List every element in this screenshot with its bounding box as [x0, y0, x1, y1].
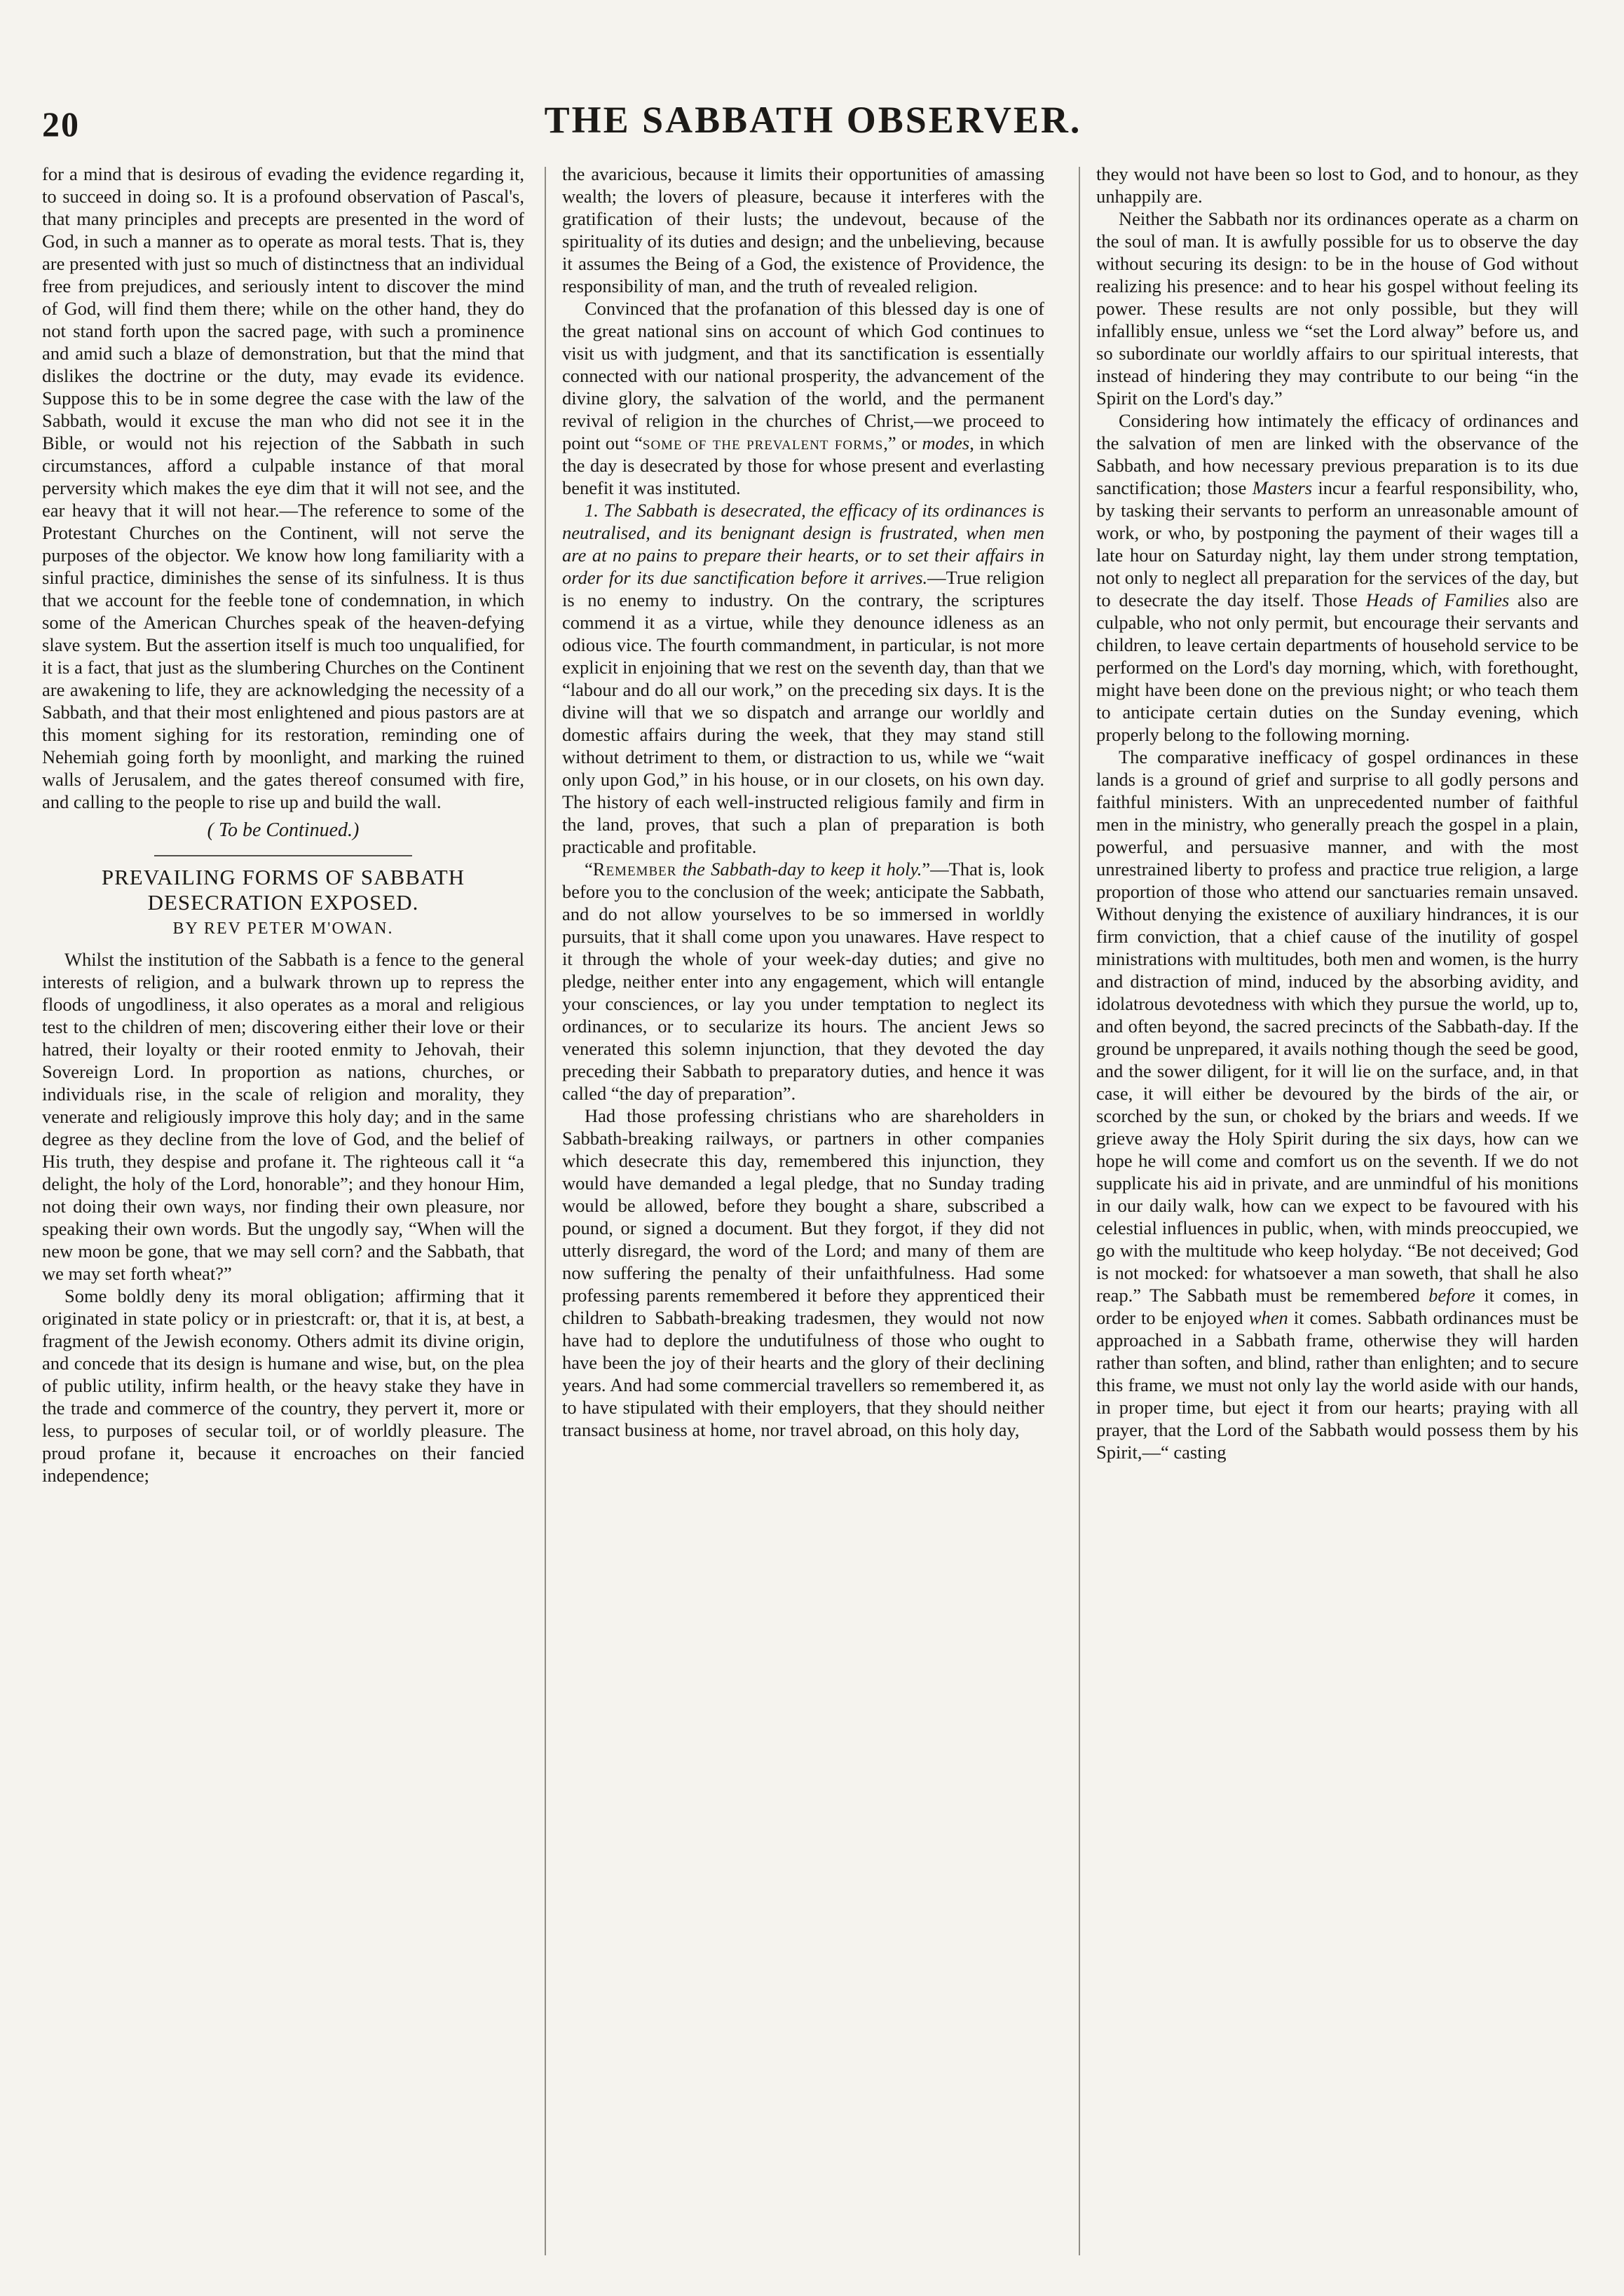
- text-run: —True religion is no enemy to industry. On the contrary, the scriptures commend it as a virtue, while they denounce idleness as an odious vice. The fourth commandment, in particular, is not more explicit in enjoining that we rest on the seventh day, than that we “labour and do all our work,” on the preceding six days. It is the divine will that we so dispatch and arrange our worldly and domestic affairs during the week, that they may stand still without detriment to them, or distraction to us, while we “wait only upon God,” in his house, or in our closets, on his own day. The history of each well-instructed religious family and firm in the land, proves, that such a plan of preparation is both practicable and profitable.: [562, 567, 1044, 857]
- paragraph: [562, 297, 1044, 499]
- italic-run: Heads of Families: [1365, 589, 1510, 610]
- continued-note: ( To be Continued.): [207, 819, 360, 841]
- text-run: Considering how intimately the efficacy of ordinances and the salvation of men are linked with the observance of the Sabbath, and how necessary previous preparation is to its due sanctification; those: [1096, 410, 1578, 498]
- running-title: THE SABBATH OBSERVER.: [544, 99, 1082, 141]
- paragraph: [562, 499, 1044, 858]
- column-rule: [1079, 167, 1080, 2255]
- text-columns: [42, 163, 1581, 2265]
- page-number: 20: [42, 104, 80, 144]
- text-run: The comparative inefficacy of gospel ordinances in these lands is a ground of grief and surprise to all godly persons and faithful ministers. With an unprecedented number of faithful men in the ministry, who generally preach the gospel in a plain, powerful, and persuasive manner, and with the most unrestrained liberty to profess and practice true religion, a large proportion of those who attend our sanctuaries remain unsaved. Without denying the existence of auxiliary hindrances, it is our firm conviction, that a chief cause of the inutility of gospel ministrations with multitudes, both men and women, is the hurry and distraction of mind, induced by the absorbing avidity, and idolatrous devotedness with which they pursue the world, up to, and often beyond, the sacred precincts of the Sabbath-day. If the ground be unprepared, it avails nothing though the seed be good, and the sower diligent, for it will lie on the surface, and, in that case, it will either be devoured by the birds of the air, or scorched by the sun, or choked by the briars and weeds. If we grieve away the Holy Spirit during the six days, how can we hope he will come and comfort us on the seventh. If we do not supplicate his aid in private, and are unmindful of his monitions in our daily walk, how can we expect to be favoured with his celestial influences in public, when, with minds preoccupied, we go with the multitude who keep holyday. “Be not deceived; God is not mocked: for whatsoever a man soweth, that shall he also reap.” The Sabbath must be remembered: [1096, 746, 1578, 1306]
- paragraph: they would not have been so lost to God, and to honour, as they unhappily are.: [1096, 163, 1578, 207]
- text-run: ”—That is, look before you to the conclusion of the week; anticipate the Sabbath, and do not allow yourselves to be so immersed in worldly pursuits, that it shall come upon you unawares. Have respect to it through the whole of your week-day duties; and give no pledge, neither enter into any engagement, which will entangle your consciences, or lay you under temptation to neglect its ordinances, or to secularize its hours. The ancient Jews so venerated this solemn injunction, that they devoted the day preceding their Sabbath to preparatory duties, and hence it was called “the day of preparation”.: [562, 859, 1044, 1104]
- section-divider: [154, 855, 412, 856]
- text-run: ,” or: [883, 432, 922, 453]
- text-run: incur a fearful responsibility, who, by tasking their servants to perform an unreasonable amount of work, or who, by postponing the payment of their wages till a late hour on Saturday night, lay them under strong temptation, not only to neglect all preparation for the services of the day, but to desecrate the day itself. Those: [1096, 477, 1578, 610]
- paragraph: for a mind that is desirous of evading the evidence regarding it, to succeed in doing so. It is a profound observation of Pascal's, that many principles and precepts are presented in the word of God, in such a manner as to operate as moral tests. That is, they are presented with just so much of distinctness that an individual free from prejudices, and seriously intent to discover the mind of God, will find them there; while on the other hand, they do not stand forth upon the sacred page, with such a prominence and amid such a blaze of demonstration, but that the mind that dislikes the doctrine or the duty, may evade its evidence. Suppose this to be in some degree the case with the law of the Sabbath, would it excuse the man who did not see it in the Bible, or would not his rejection of the Sabbath in such circumstances, afford a culpable instance of that moral perversity which makes the eye dim that it will not see, and the ear heavy that it will not hear.—The reference to some of the Protestant Churches on the Continent, will not serve the purposes of the objector. We know how long familiarity with a sinful practice, diminishes the sense of its sinfulness. It is thus that we account for the feeble tone of condemnation, in which some of the American Churches speak of the heaven-defying slave system. But the assertion itself is much too unqualified, for it is a fact, that just as the slumbering Churches on the Continent are awakening to life, they are acknowledging the necessity of a Sabbath, and that their most enlightened and pious pastors are at this moment sighing for its restoration, reminding one of Nehemiah going forth by moonlight, and marking the ruined walls of Jerusalem, and the gates thereof consumed with fire, and calling to the people to rise up and build the wall.: [42, 163, 524, 812]
- paragraph: Had those professing christians who are shareholders in Sabbath-breaking railways, or partners in other companies which desecrate this day, remembered this injunction, they would have demanded a legal pledge, that no Sunday trading would be allowed, before they bought a share, subscribed a pound, or signed a document. But they forgot, if they did not utterly disregard, the word of the Lord; and many of them are now suffering the penalty of their unfaithfulness. Had some professing parents remembered it before they apprenticed their children to Sabbath-breaking tradesmen, they would not now have had to deplore the undutifulness of those who ought to have been the joy of their hearts and the glory of their declining years. And had some commercial travellers so remembered it, as to have stipulated with their employers, that they should neither transact business at home, nor travel abroad, on this holy day,: [562, 1105, 1044, 1440]
- text-run: it comes, in order to be enjoyed: [1096, 1285, 1578, 1328]
- article-title: PREVAILING FORMS OF SABBATH DESECRATION EXPOSED.: [101, 865, 465, 915]
- paragraph: [1096, 409, 1578, 746]
- italic-run: the Sabbath-day to keep it holy.: [676, 859, 922, 880]
- column-2: [562, 163, 1044, 2265]
- column-rule: [545, 167, 546, 2255]
- text-run: , in which the day is desecrated by those for whose present and everlasting benefit it was instituted.: [562, 432, 1044, 498]
- paragraph: Neither the Sabbath nor its ordinances operate as a charm on the soul of man. It is awfully possible for us to observe the day without securing its design: to be in the house of God without realizing his presence: and to hear his gospel without feeling its power. These results are not only possible, but they will infallibly ensue, unless we “set the Lord alway” before us, and so subordinate our worldly affairs to our spiritual interests, that instead of hindering they may contribute to our being “in the Spirit on the Lord's day.”: [1096, 208, 1578, 409]
- paragraph: Whilst the institution of the Sabbath is a fence to the general interests of religion, and a bulwark thrown up to repress the floods of ungodliness, it also operates as a moral and religious test to the children of men; discovering either their love or their hatred, their loyalty or their rooted enmity to Jehovah, their Sovereign Lord. In proportion as nations, churches, or individuals rise, in the scale of religion and morality, they venerate and religiously improve this holy day; and in the same degree as they decline from the love of God, and the belief of His truth, they despise and profane it. The righteous call it “a delight, the holy of the Lord, honorable”; and they honour Him, not doing their own ways, nor finding their own pleasure, nor speaking their own words. But the ungodly say, “When will the new moon be gone, that we may sell corn? and the Sabbath, that we may set forth wheat?”: [42, 949, 524, 1284]
- paragraph: [1096, 746, 1578, 1463]
- article-byline: BY REV PETER M'OWAN.: [172, 920, 394, 938]
- italic-run: 1. The Sabbath is desecrated, the efficacy of its ordinances is neutralised, and its benignant design is frustrated, when men are at no pains to prepare their hearts, or to set their affairs in order for its due sanctification before it arrives.: [562, 500, 1044, 588]
- text-run: Convinced that the profanation of this blessed day is one of the great national sins on account of which God continues to visit us with judgment, and that its sanctification is essentially connected with our national prosperity, the advancement of the divine glory, the salvation of the world, and the permanent revival of religion in the churches of Christ,—we proceed to point out “: [562, 298, 1044, 453]
- small-caps-run: some of the prevalent forms: [642, 432, 884, 453]
- text-run: it comes. Sabbath ordinances must be approached in a Sabbath frame, otherwise they will harden rather than soften, and blind, rather than enlighten; and to secure this frame, we must not only lay the world aside with our hands, in proper time, but eject it from our hearts; praying with all prayer, that the Lord of the Sabbath would possess them by his Spirit,—“ casting: [1096, 1307, 1578, 1463]
- paragraph: the avaricious, because it limits their opportunities of amassing wealth; the lovers of pleasure, because it interferes with the gratification of their lusts; the undevout, because of the spirituality of its duties and design; and the unbelieving, because it assumes the Being of a God, the existence of Providence, the responsibility of man, and the truth of revealed religion.: [562, 163, 1044, 296]
- paragraph: Some boldly deny its moral obligation; affirming that it originated in state policy or in priestcraft: or, that it is, at best, a fragment of the Jewish economy. Others admit its divine origin, and concede that its design is humane and wise, but, on the plea of public utility, infirm health, or the heavy stake they have in the trade and commerce of the country, they pervert it, more or less, to purposes of secular toil, or of worldly pleasure. The proud profane it, because it encroaches on their fancied independence;: [42, 1285, 524, 1486]
- column-3: [1096, 163, 1578, 2265]
- italic-run: modes: [922, 432, 970, 453]
- italic-run: before: [1428, 1285, 1475, 1306]
- text-run: also are culpable, who not only permit, but encourage their servants and children, to leave certain departments of household service to be performed on the Lord's day morning, which, with forethought, might have been done on the previous night; or who teach them to anticipate certain duties on the Sunday evening, which properly belong to the following morning.: [1096, 589, 1578, 745]
- column-1: [42, 163, 524, 2265]
- italic-run: when: [1248, 1307, 1288, 1328]
- small-caps-run: Remember: [592, 859, 677, 880]
- paragraph: “Remember the Sabbath-day to keep it holy.”—That is, look before you to the conclusion of the week; anticipate the Sabbath, and do not allow yourselves to be so immersed in worldly pursuits, that it shall come upon you unawares. Have respect to it through the whole of your week-day duties; and give no pledge, neither enter into any engagement, which will entangle your consciences, or lay you under temptation to neglect its ordinances, or to secularize its hours. The ancient Jews so venerated this solemn injunction, that they devoted the day preceding their Sabbath to preparatory duties, and hence it was called “the day of preparation”.: [562, 859, 1044, 1104]
- italic-run: Masters: [1252, 477, 1313, 498]
